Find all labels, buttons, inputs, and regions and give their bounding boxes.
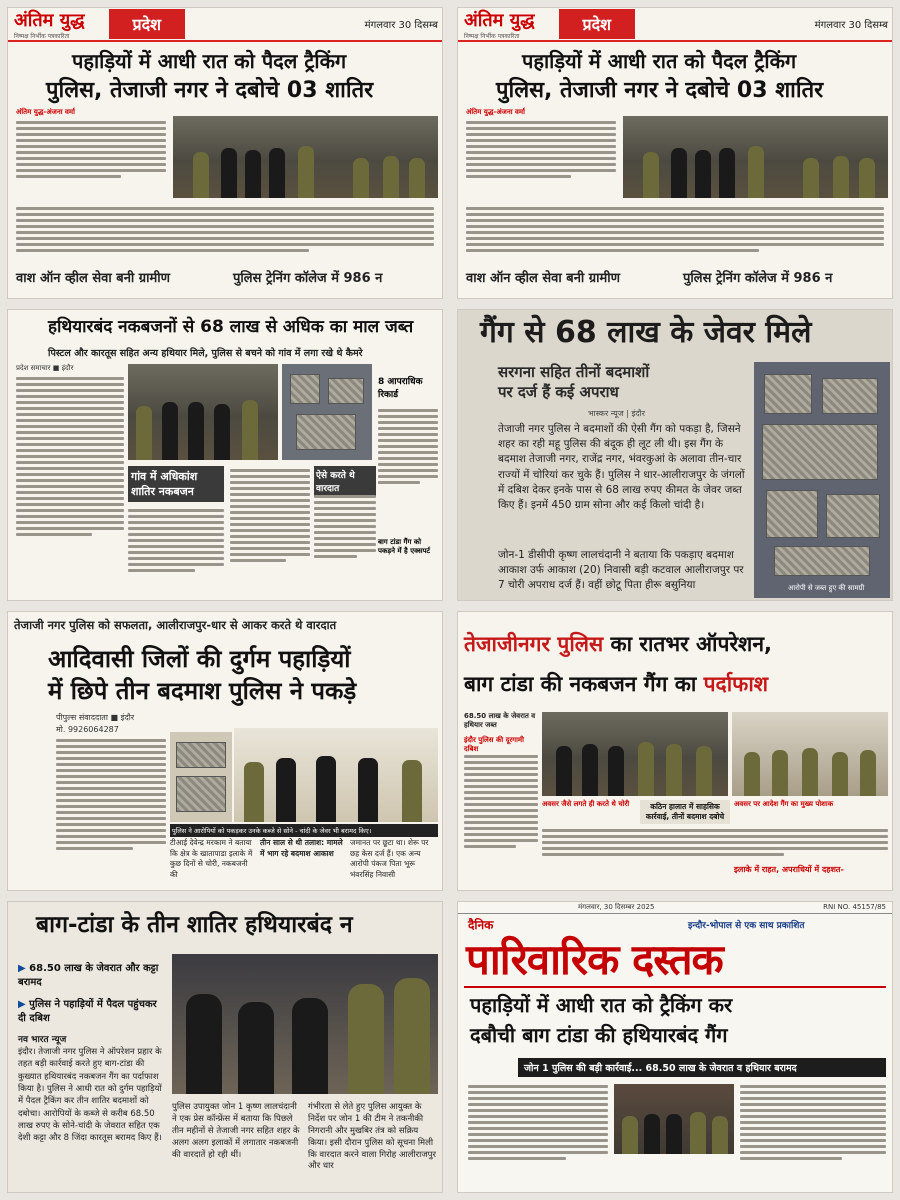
issue-date: मंगलवार, 30 दिसम्बर 2025	[578, 903, 655, 911]
headline-line-1: पहाड़ियों में आधी रात को पैदल ट्रैकिंग	[522, 49, 797, 73]
press-conference-photo	[623, 116, 888, 198]
story-column-left	[56, 736, 166, 886]
other-headline-1: वाश ऑन व्हील सेवा बनी ग्रामीण	[16, 271, 171, 286]
clipping-hathiyarband-68-lakh	[8, 310, 442, 600]
box-heading-2: अवसर जैसे लगते ही करते थे चोरी	[542, 800, 630, 808]
arrest-photo-left	[542, 712, 728, 796]
headline-line-1: पहाड़ियों में आधी रात को पैदल ट्रैकिंग	[72, 49, 347, 73]
press-conference-photo	[173, 116, 438, 198]
clipping-gang-se-68-lakh	[458, 310, 892, 600]
headline-line-1: आदिवासी जिलों की दुर्गम पहाड़ियों	[48, 645, 351, 673]
headline: बाग-टांडा के तीन शातिर हथियारबंद न	[36, 912, 353, 938]
box-text-2	[314, 492, 376, 592]
box-heading-1: गांव में अधिकांश शातिर नकबजन	[128, 466, 224, 502]
story-body	[466, 204, 884, 264]
story-column	[16, 118, 166, 198]
clipping-tejajinagar-operation	[458, 612, 892, 890]
story-body: इंदौर। तेजाजी नगर पुलिस ने ऑपरेशन प्रहार के तहत बड़ी कार्रवाई करते हुए बाग-टांडा की कुख्यात हथियारबंद नकबजन गैंग का पर्दाफाश किया है। पुलिस ने आधी रात को दुर्गम पहाड़ियों में पैदल ट्रैकिंग कर तीन शातिर बदमाशों को दबोचा। आरोपियों के कब्जे से करीब 68.50 लाख रुपए के सोने-चांदी के जेवरात सहित एक देशी कट्टा और 8 जिंदा कारतूस बरामद किए हैं।	[18, 1047, 162, 1144]
newspaper-logo: अंतिम युद्ध निष्पक्ष निर्भीक पत्रकारिता	[464, 10, 535, 40]
issue-date: मंगलवार 30 दिसम्ब	[814, 20, 888, 31]
box-heading-3: 8 आपराधिक रिकार्ड	[378, 377, 423, 400]
top-strip	[458, 902, 892, 914]
tagline: इन्दौर-भोपाल से एक साथ प्रकाशित	[688, 921, 805, 931]
subhead-line-1: सरगना सहित तीनों बदमाशों	[498, 363, 650, 381]
story-column-c: गंभीरता से लेते हुए पुलिस आयुक्त के निर्देश पर जोन 1 की टीम ने तकनीकी निगरानी और मुखबिर तंत्र को सक्रिय किया। इसी दौरान पुलिस को सूचना मिली कि वारदात करने वाला गिरोह आलीराजपुर और धार	[308, 1102, 436, 1172]
side-note-2: इंदौर पुलिस की दूरगामी दबिश	[464, 736, 524, 753]
section-tag: प्रदेश	[109, 9, 185, 39]
clipping-antim-yuddh-1	[8, 8, 442, 298]
newspaper-logo: अंतिम युद्ध निष्पक्ष निर्भीक पत्रकारिता	[14, 10, 85, 40]
masthead	[8, 8, 442, 42]
story-column-left	[468, 1082, 608, 1182]
headline-line-1	[464, 632, 772, 656]
bullet-1	[18, 960, 168, 988]
headline-line-2: पुलिस, तेजाजी नगर ने दबोचे 03 शातिर	[46, 78, 374, 103]
box-heading-3: अवसर पर आदेश गैंग का मुख्य पोशाक	[734, 800, 834, 808]
headline-highlight-2: पर्दाफाश	[703, 672, 769, 696]
other-headline-2: पुलिस ट्रेनिंग कॉलेज में 986 न	[233, 271, 383, 286]
clipping-antim-yuddh-2	[458, 8, 892, 298]
seized-jewellery-photo	[754, 362, 890, 598]
story-column-mid	[230, 466, 310, 596]
seized-jewellery-photo	[282, 364, 372, 460]
side-note-1: 68.50 लाख के जेवरात व हथियार जब्त	[464, 712, 536, 729]
newspaper-title: पारिवारिक दस्तक	[466, 935, 723, 984]
story-body	[542, 826, 888, 862]
subhead: पिस्टल और कारतूस सहित अन्य हथियार मिले, पुलिस से बचने को गांव में लगा रखे थे कैमरे	[48, 348, 363, 359]
clipping-adivasi-jilon	[8, 612, 442, 890]
subhead-line-2: पर दर्ज हैं कई अपराध	[498, 383, 619, 401]
arrest-photo	[234, 728, 438, 822]
kicker: तेजाजी नगर पुलिस को सफलता, आलीराजपुर-धार से आकर करते थे वारदात	[14, 618, 337, 632]
story-column-left	[16, 374, 124, 594]
headline-highlight: तेजाजीनगर पुलिस	[464, 632, 604, 656]
title-rule	[464, 986, 886, 988]
story-body-2: जोन-1 डीसीपी कृष्ण लालचंदानी ने बताया कि पकड़ाए बदमाश आकाश उर्फ आकाश (20) निवासी बड़ी कटवाल आलीराजपुर पर 7 चोरी अपराध दर्ज हैं। वहीं छोटू पिता हीरू बसुनिया	[498, 549, 744, 592]
story-column-c: जमानत पर छूटा था। शेरू पर छह केस दर्ज हैं। एक अन्य आरोपी पंकज पिता भूरू भंवरसिंह निवासी	[350, 838, 429, 879]
seized-items-photo	[170, 732, 232, 822]
other-headline-1: वाश ऑन व्हील सेवा बनी ग्रामीण	[466, 271, 621, 286]
clipping-parivarik-dastak	[458, 902, 892, 1192]
byline: भास्कर न्यूज | इंदौर	[588, 409, 646, 418]
bottom-heading: इलाके में राहत, अपराधियों में दहशत-	[734, 865, 844, 874]
headline-rest-2: बाग टांडा की नकबजन गैंग का	[464, 672, 697, 696]
story-column-a: टीआई देवेन्द्र मरकाम ने बताया कि क्षेत्र के खातापाडा इलाके में कुछ दिनों से चोरी, नकबजनी की	[170, 838, 253, 879]
clipping-bag-tanda-shatir	[8, 902, 442, 1192]
headline-line-2: पुलिस, तेजाजी नगर ने दबोचे 03 शातिर	[496, 78, 824, 103]
daily-label: दैनिक	[468, 918, 494, 932]
box-text-3	[378, 406, 438, 536]
headline-rest: का रातभर ऑपरेशन,	[610, 632, 772, 656]
press-conference-photo	[732, 712, 888, 796]
story-column-left	[464, 752, 538, 882]
story-column-right	[740, 1082, 886, 1182]
headline-line-2: में छिपे तीन बदमाश पुलिस ने पकड़े	[48, 677, 357, 705]
headline-line-2	[464, 672, 768, 696]
byline: अंतिम युद्ध-अंजना वर्मा	[466, 108, 525, 116]
byline-phone: मो. 9926064287	[56, 725, 119, 734]
bullet-text: 68.50 लाख के जेवरात और कट्टा बरामद	[18, 963, 159, 988]
bullet-text: पुलिस ने पहाड़ियों में पैदल पहुंचकर दी दबिश	[18, 999, 157, 1024]
byline: अंतिम युद्ध-अंजना वर्मा	[16, 108, 75, 116]
section-tag: प्रदेश	[559, 9, 635, 39]
story-column-b: पुलिस उपायुक्त जोन 1 कृष्ण लालचंदानी ने एक प्रेस कॉन्फ्रेंस में बताया कि पिछले तीन महीनों से तेजाजी नगर सहित शहर के अलग अलग इलाकों में लगातार नकबजनी की वारदातें हो रही थीं।	[172, 1102, 300, 1160]
byline: पीपुल्स संवाददाता ■ इंदौर	[56, 713, 135, 722]
bullet-icon: ▶	[18, 999, 30, 1010]
box-heading-4: बाग टांडा गैंग को पकड़ने में है एक्सपर्ट	[378, 538, 431, 555]
story-column-b: तीन साल से थी तलाश: मामले में भाग रहे बदमाश आकाश	[260, 838, 343, 858]
headline-line-2: दबौची बाग टांडा की हथियारबंद गैंग	[470, 1023, 728, 1047]
photo-caption: पुलिस ने आरोपियों को पकड़कर उनके कब्जे से सोने - चांदी के जेवर भी बरामद किए।	[170, 824, 438, 837]
press-conference-photo	[614, 1084, 734, 1154]
box-text-1	[128, 506, 224, 596]
story-column	[466, 118, 616, 198]
headline: हथियारबंद नकबजनों से 68 लाख से अधिक का माल जब्त	[48, 317, 414, 337]
rni-number: RNI NO. 45157/85	[823, 903, 886, 911]
story-body	[16, 204, 434, 264]
issue-date: मंगलवार 30 दिसम्ब	[364, 20, 438, 31]
masthead	[458, 8, 892, 42]
headline-line-1: पहाड़ियों में आधी रात को ट्रैकिंग कर	[470, 993, 733, 1017]
byline: नव भारत न्यूज	[18, 1035, 67, 1045]
highlight-bar: जोन 1 पुलिस की बड़ी कार्रवाई... 68.50 लाख के जेवरात व हथियार बरामद	[518, 1058, 886, 1077]
byline: प्रदेश समाचार ■ इंदौर	[16, 364, 74, 372]
bullet-icon: ▶	[18, 963, 30, 974]
bullet-2	[18, 996, 168, 1024]
headline: गैंग से 68 लाख के जेवर मिले	[480, 315, 812, 350]
story-body: तेजाजी नगर पुलिस ने बदमाशों की ऐसी गैंग को पकड़ा है, जिसने शहर का रही महू पुलिस की बंदूक ही लूट ली थी। इस गैंग के बदमाश तेजाजी नगर, राजेंद्र नगर, भंवरकुआं के अलावा तीन-चार राज्यों में चोरियां कर चुके हैं। पुलिस ने धार-आलीराजपुर के जंगलों में दबिश देकर इनके पास से 68 लाख रुपए कीमत के जेवर जब्त किए हैं। इनमें 450 ग्राम सोना और कई किलो चांदी है।	[498, 423, 745, 512]
arrest-photo	[172, 954, 438, 1094]
box-heading-1: कठिन हालात में साहसिक कार्रवाई, तीनों बदमाश दबोचे	[640, 800, 730, 824]
arrest-photo	[128, 364, 278, 460]
other-headline-2: पुलिस ट्रेनिंग कॉलेज में 986 न	[683, 271, 833, 286]
box-heading-2: ऐसे करते थे वारदात	[314, 466, 376, 496]
photo-caption: आरोपी से जब्त हुए की सामग्री	[788, 584, 865, 592]
